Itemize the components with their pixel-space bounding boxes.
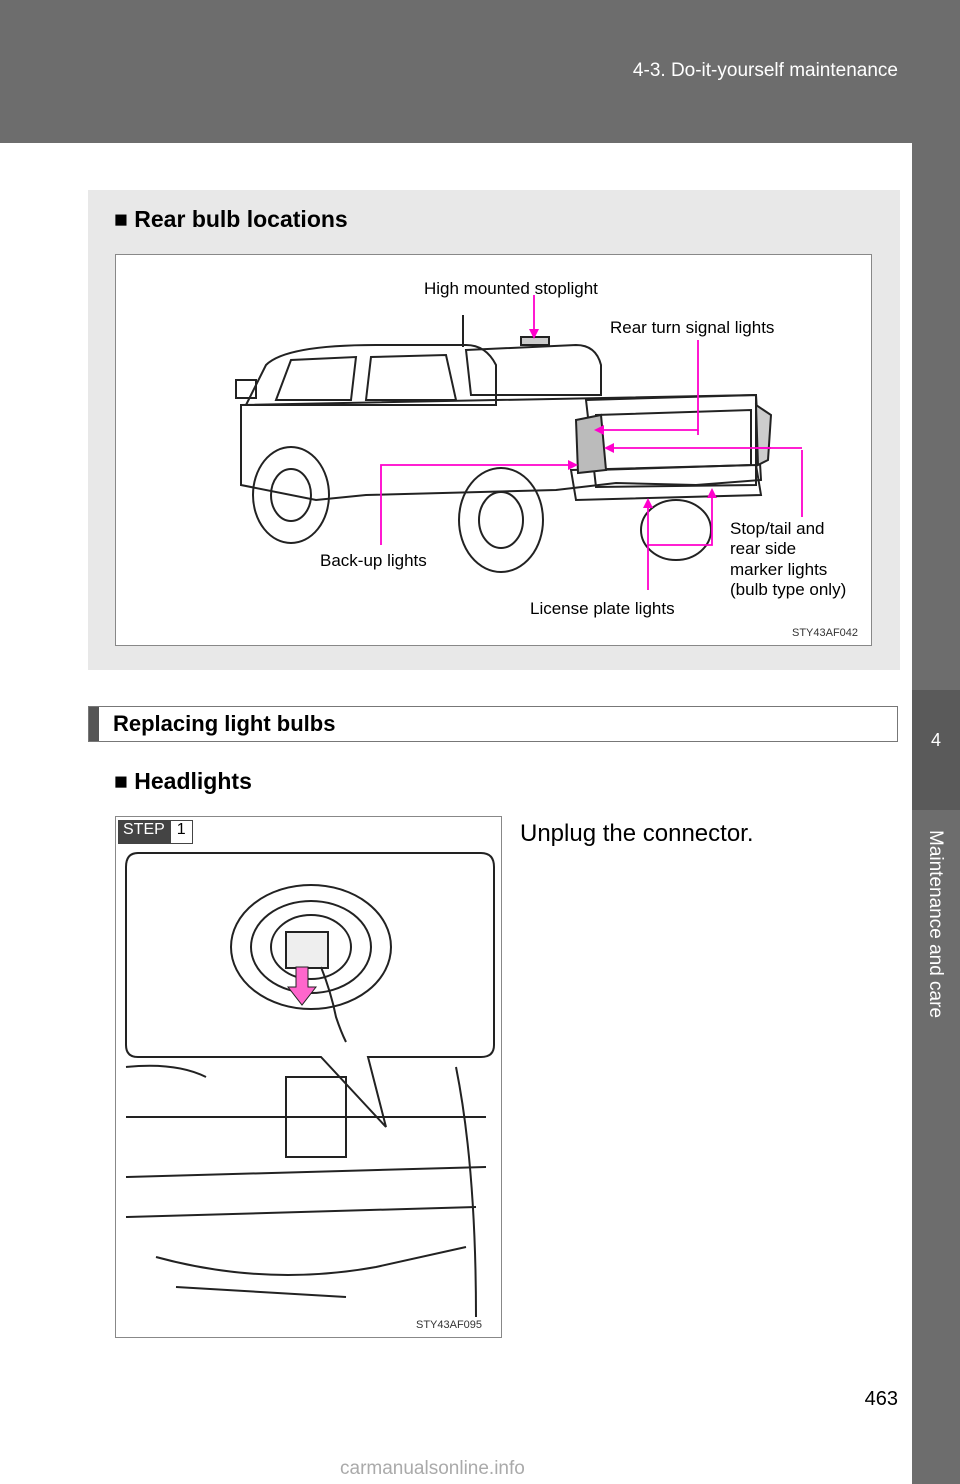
rear-bulb-panel	[88, 190, 900, 670]
step-instruction: Unplug the connector.	[520, 820, 754, 847]
step-badge	[118, 820, 193, 844]
headlight-connector-illustration	[116, 817, 501, 1337]
callout-high-mounted-stoplight: High mounted stoplight	[424, 279, 598, 298]
section-heading-bar	[89, 707, 99, 741]
page-number: 463	[864, 1388, 898, 1410]
chapter-number: 4	[930, 730, 941, 750]
header-title: 4-3. Do-it-yourself maintenance	[632, 60, 898, 81]
step-label: STEP	[118, 820, 170, 844]
rear-bulb-figure	[115, 254, 872, 646]
rear-figure-code: STY43AF042	[792, 627, 859, 639]
step-number: 1	[170, 820, 193, 844]
callout-stop-tail-lights: Stop/tail and rear side marker lights (bulb type only)	[730, 519, 847, 600]
headlights-heading: ■ Headlights	[114, 768, 252, 794]
callout-license-plate-lights: License plate lights	[530, 599, 675, 618]
section-heading-text: Replacing light bulbs	[113, 711, 336, 736]
rear-bulb-title: ■ Rear bulb locations	[114, 206, 348, 232]
callout-backup-lights: Back-up lights	[320, 551, 427, 570]
chapter-label: Maintenance and care	[925, 830, 946, 1019]
section-heading	[88, 706, 898, 742]
headlight-figure-code: STY43AF095	[416, 1319, 483, 1331]
callout-rear-turn-signal: Rear turn signal lights	[610, 318, 775, 337]
headlight-figure	[115, 816, 502, 1338]
watermark: carmanualsonline.info	[340, 1458, 525, 1479]
page-header	[0, 0, 960, 143]
